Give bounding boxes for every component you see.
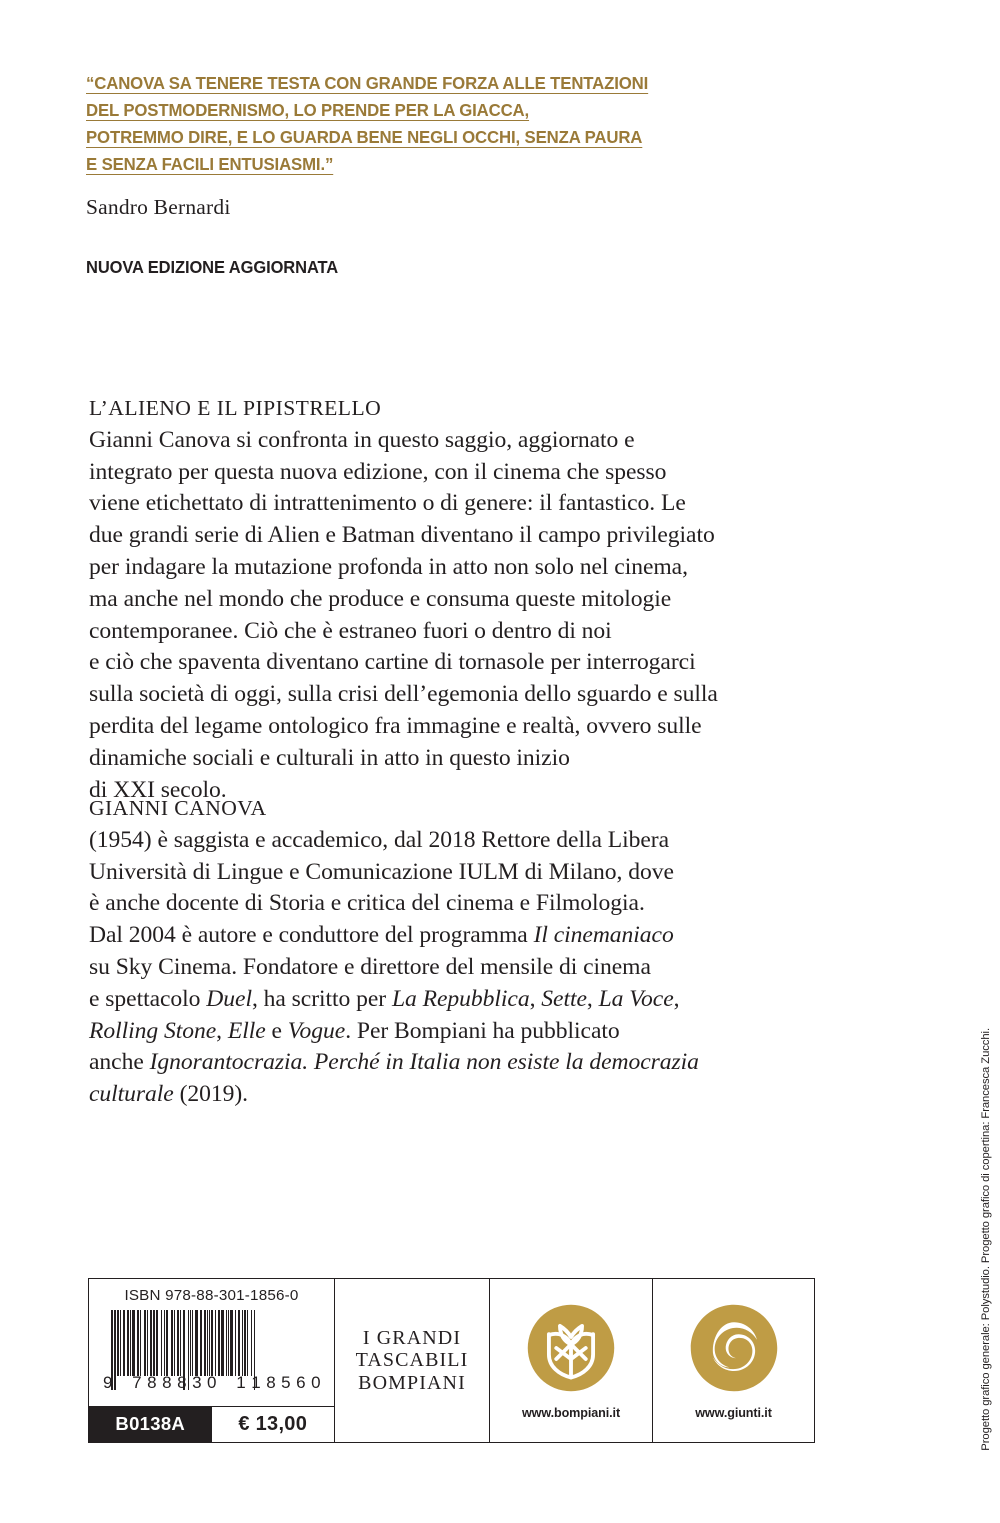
bompiani-logo-icon — [525, 1302, 617, 1394]
bio-line: è anche docente di Storia e critica del cinema e Filmologia. — [89, 890, 645, 917]
author-bio-block — [89, 793, 849, 1111]
blurb-line: due grandi serie di Alien e Batman diventano il campo privilegiato — [89, 522, 715, 549]
blurb-line: perdita del legame ontologico fra immagine e realtà, ovvero sulle — [89, 712, 702, 739]
series-imprint-cell — [335, 1279, 490, 1442]
series-imprint-line-1: I GRANDI — [362, 1326, 462, 1349]
bio-line: (1954) è saggista e accademico, dal 2018 Rettore della Libera — [89, 826, 669, 853]
edition-note: NUOVA EDIZIONE AGGIORNATA — [86, 257, 339, 277]
blurb-line: e ciò che spaventa diventano cartine di tornasole per interrogarci — [89, 649, 696, 676]
blurb-heading: L’ALIENO E IL PIPISTRELLO — [89, 396, 382, 420]
bio-line: Università di Lingue e Comunicazione IULM di Milano, dove — [89, 858, 674, 885]
bio-heading: GIANNI CANOVA — [89, 796, 267, 820]
pull-quote-line-4: E SENZA FACILI ENTUSIASMI.” — [86, 154, 334, 174]
pull-quote-line-3: POTREMMO DIRE, E LO GUARDA BENE NEGLI OCCHI, SENZA PAURA — [86, 127, 643, 147]
giunti-logo-icon — [688, 1302, 780, 1394]
bompiani-logo-cell[interactable] — [490, 1279, 653, 1442]
isbn-cell — [89, 1279, 335, 1442]
bio-line: Rolling Stone, Elle e Vogue. Per Bompiani ha pubblicato — [89, 1017, 620, 1044]
blurb-line: viene etichettato di intrattenimento o di genere: il fantastico. Le — [89, 490, 686, 517]
design-credits: Progetto grafico generale: Polystudio. Progetto grafico di copertina: Francesca Zucchi. — [980, 1028, 992, 1451]
bio-line: su Sky Cinema. Fondatore e direttore del mensile di cinema — [89, 953, 651, 980]
barcode-image — [111, 1310, 311, 1376]
blurb-line: ma anche nel mondo che produce e consuma queste mitologie — [89, 585, 672, 612]
blurb-line: dinamiche sociali e culturali in atto in questo inizio — [89, 744, 570, 771]
giunti-url[interactable]: www.giunti.it — [695, 1405, 772, 1420]
barcode-digit-group-2: 7 8 8 8 3 0 — [132, 1373, 217, 1392]
blurb-block — [89, 393, 839, 806]
quote-attribution: Sandro Bernardi — [86, 195, 231, 219]
blurb-line: integrato per questa nuova edizione, con il cinema che spesso — [89, 458, 667, 485]
blurb-line: sulla società di oggi, sulla crisi dell’egemonia dello sguardo e sulla — [89, 681, 718, 708]
barcode-digit-group-1: 9 — [103, 1373, 113, 1392]
blurb-line: di XXI secolo. — [89, 776, 227, 803]
bio-line: e spettacolo Duel, ha scritto per La Repubblica, Sette, La Voce, — [89, 985, 680, 1012]
series-imprint — [356, 1327, 469, 1395]
bio-line: anche Ignorantocrazia. Perché in Italia non esiste la democrazia — [89, 1049, 699, 1076]
giunti-logo-cell[interactable] — [653, 1279, 814, 1442]
product-code: B0138A — [89, 1406, 212, 1442]
series-imprint-line-2: TASCABILI — [355, 1349, 469, 1372]
bio-line: Dal 2004 è autore e conduttore del programma Il cinemaniaco — [89, 922, 674, 949]
isbn-footer — [89, 1406, 334, 1442]
bio-line: culturale (2019). — [89, 1081, 249, 1108]
pull-quote — [86, 70, 786, 178]
isbn-label: ISBN 978-88-301-1856-0 — [124, 1287, 299, 1304]
price-label: € 13,00 — [212, 1406, 335, 1442]
blurb-line: Gianni Canova si confronta in questo saggio, aggiornato e — [89, 426, 635, 453]
series-imprint-line-3: BOMPIANI — [358, 1371, 466, 1394]
bompiani-url[interactable]: www.bompiani.it — [521, 1405, 621, 1420]
barcode-digit-group-3: 1 1 8 5 6 0 — [236, 1373, 321, 1392]
barcode-digits — [103, 1373, 321, 1393]
blurb-line: contemporanee. Ciò che è estraneo fuori o dentro di noi — [89, 617, 612, 644]
blurb-line: per indagare la mutazione profonda in atto non solo nel cinema, — [89, 553, 688, 580]
pull-quote-line-1: “CANOVA SA TENERE TESTA CON GRANDE FORZA ALLE TENTAZIONI — [86, 73, 649, 93]
bottom-bar — [88, 1278, 815, 1443]
pull-quote-line-2: DEL POSTMODERNISMO, LO PRENDE PER LA GIACCA, — [86, 100, 530, 120]
